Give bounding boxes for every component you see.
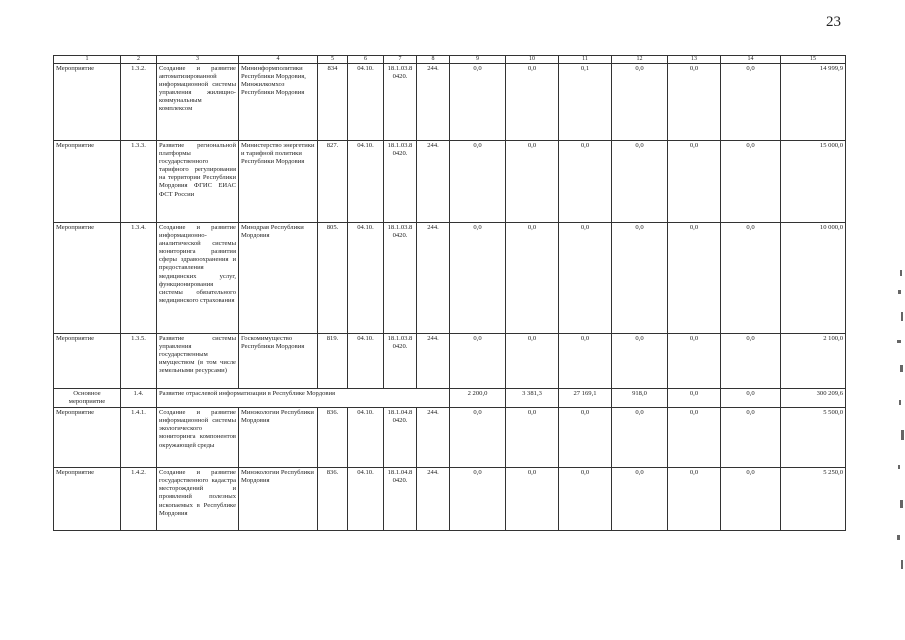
row-value-13: 0,0: [668, 64, 721, 141]
row-value-13: 0,0: [668, 389, 721, 408]
row-value-14: 0,0: [721, 468, 781, 531]
scan-edge-noise: [891, 260, 905, 580]
row-value-14: 0,0: [721, 389, 781, 408]
row-value-13: 0,0: [668, 141, 721, 223]
row-value-11: 0,0: [559, 468, 612, 531]
row-rzpr: 04.10.: [348, 141, 384, 223]
page-number: 23: [826, 14, 841, 30]
row-value-14: 0,0: [721, 223, 781, 334]
row-code: 1.3.2.: [121, 64, 157, 141]
table-row-main-activity: [54, 389, 846, 408]
row-rzpr: 04.10.: [348, 468, 384, 531]
row-grbs: 805.: [318, 223, 348, 334]
row-grbs: 836.: [318, 468, 348, 531]
row-value-12: 0,0: [612, 64, 668, 141]
table-row: [54, 468, 846, 531]
row-code: 1.3.5.: [121, 334, 157, 389]
row-code: 1.3.3.: [121, 141, 157, 223]
row-value-10: 0,0: [506, 64, 559, 141]
header-cell: 4: [239, 56, 318, 64]
row-value-9: 0,0: [450, 141, 506, 223]
row-value-12: 0,0: [612, 223, 668, 334]
header-cell: 3: [157, 56, 239, 64]
row-rzpr: 04.10.: [348, 408, 384, 468]
row-value-11: 0,0: [559, 141, 612, 223]
row-value-9: 2 200,0: [450, 389, 506, 408]
row-executor: Госкомимущество Республики Мордовия: [239, 334, 318, 389]
row-type: Мероприятие: [54, 334, 121, 389]
row-type: Основное мероприятие: [54, 389, 121, 408]
row-value-13: 0,0: [668, 468, 721, 531]
row-csr: 18.1.03.8 0420.: [384, 64, 417, 141]
header-cell: 14: [721, 56, 781, 64]
header-row: [54, 56, 846, 64]
header-cell: 10: [506, 56, 559, 64]
row-type: Мероприятие: [54, 223, 121, 334]
row-executor: Минэкологии Республики Мордовия: [239, 468, 318, 531]
row-executor: Министерство энергетики и тарифной политики Республики Мордовия: [239, 141, 318, 223]
row-code: 1.4.2.: [121, 468, 157, 531]
header-cell: 15: [781, 56, 846, 64]
header-cell: 8: [417, 56, 450, 64]
row-rzpr: 04.10.: [348, 223, 384, 334]
row-rzpr: 04.10.: [348, 334, 384, 389]
row-grbs: 834: [318, 64, 348, 141]
row-value-15: 15 000,0: [781, 141, 846, 223]
row-code: 1.3.4.: [121, 223, 157, 334]
row-csr: 18.1.03.8 0420.: [384, 334, 417, 389]
row-value-15: 2 100,0: [781, 334, 846, 389]
row-value-13: 0,0: [668, 334, 721, 389]
row-value-9: 0,0: [450, 223, 506, 334]
header-cell: 5: [318, 56, 348, 64]
row-executor: Минэкологии Республики Мордовия: [239, 408, 318, 468]
row-value-10: 3 381,3: [506, 389, 559, 408]
row-type: Мероприятие: [54, 408, 121, 468]
row-value-14: 0,0: [721, 141, 781, 223]
row-value-14: 0,0: [721, 408, 781, 468]
header-cell: 1: [54, 56, 121, 64]
row-value-12: 0,0: [612, 468, 668, 531]
header-cell: 6: [348, 56, 384, 64]
row-value-13: 0,0: [668, 223, 721, 334]
row-executor: Мининформполитики Республики Мордовия, Минжилкомхоз Республики Мордовия: [239, 64, 318, 141]
row-value-11: 0,0: [559, 223, 612, 334]
row-value-11: 27 169,1: [559, 389, 612, 408]
row-value-15: 14 999,9: [781, 64, 846, 141]
row-value-12: 0,0: [612, 141, 668, 223]
row-csr: 18.1.03.8 0420.: [384, 223, 417, 334]
row-name: Развитие системы управления государственным имуществом (в том числе земельными ресурсами): [157, 334, 239, 389]
row-value-12: 0,0: [612, 408, 668, 468]
header-cell: 7: [384, 56, 417, 64]
row-name: Создание и развитие автоматизированной информационной системы управления жилищно-коммунальным комплексом: [157, 64, 239, 141]
header-cell: 11: [559, 56, 612, 64]
row-value-11: 0,0: [559, 408, 612, 468]
row-value-10: 0,0: [506, 141, 559, 223]
row-value-14: 0,0: [721, 64, 781, 141]
table-row: [54, 334, 846, 389]
row-vr: 244.: [417, 223, 450, 334]
row-name: Создание и развитие государственного кадастра месторождений и проявлений полезных ископаемых в Республике Мордовия: [157, 468, 239, 531]
row-type: Мероприятие: [54, 468, 121, 531]
row-value-13: 0,0: [668, 408, 721, 468]
row-merged-name: Развитие отраслевой информатизации в Республике Мордовия: [157, 389, 450, 408]
row-value-15: 10 000,0: [781, 223, 846, 334]
row-code: 1.4.1.: [121, 408, 157, 468]
row-value-15: 5 250,0: [781, 468, 846, 531]
row-name: Создание и развитие информационно-аналитической системы мониторинга развития сферы здравоохранения и предоставления медицинских услуг, функционирования системы обязательного медицинского страхования: [157, 223, 239, 334]
row-grbs: 819.: [318, 334, 348, 389]
table-row: [54, 223, 846, 334]
row-value-9: 0,0: [450, 334, 506, 389]
row-value-9: 0,0: [450, 408, 506, 468]
row-csr: 18.1.04.8 0420.: [384, 468, 417, 531]
row-vr: 244.: [417, 334, 450, 389]
row-type: Мероприятие: [54, 64, 121, 141]
row-csr: 18.1.04.8 0420.: [384, 408, 417, 468]
row-executor: Минздрав Республики Мордовия: [239, 223, 318, 334]
row-value-15: 5 500,0: [781, 408, 846, 468]
row-name: Создание и развитие информационной системы экологического мониторинга компонентов окружающей среды: [157, 408, 239, 468]
budget-table: [53, 55, 846, 531]
header-cell: 13: [668, 56, 721, 64]
header-cell: 12: [612, 56, 668, 64]
row-csr: 18.1.03.8 0420.: [384, 141, 417, 223]
row-value-9: 0,0: [450, 468, 506, 531]
row-value-10: 0,0: [506, 223, 559, 334]
row-value-12: 918,0: [612, 389, 668, 408]
row-grbs: 827.: [318, 141, 348, 223]
row-value-10: 0,0: [506, 468, 559, 531]
row-vr: 244.: [417, 141, 450, 223]
row-value-12: 0,0: [612, 334, 668, 389]
table-row: [54, 408, 846, 468]
row-value-15: 300 209,6: [781, 389, 846, 408]
table-row: [54, 64, 846, 141]
row-value-11: 0,0: [559, 334, 612, 389]
row-vr: 244.: [417, 468, 450, 531]
row-type: Мероприятие: [54, 141, 121, 223]
header-cell: 9: [450, 56, 506, 64]
row-value-14: 0,0: [721, 334, 781, 389]
table-row: [54, 141, 846, 223]
row-vr: 244.: [417, 64, 450, 141]
row-value-10: 0,0: [506, 408, 559, 468]
row-rzpr: 04.10.: [348, 64, 384, 141]
row-vr: 244.: [417, 408, 450, 468]
row-value-11: 0,1: [559, 64, 612, 141]
header-cell: 2: [121, 56, 157, 64]
row-value-9: 0,0: [450, 64, 506, 141]
row-name: Развитие региональной платформы государственного тарифного регулирования на территории Республики Мордовия ФГИС ЕИАС ФСТ России: [157, 141, 239, 223]
row-code: 1.4.: [121, 389, 157, 408]
row-value-10: 0,0: [506, 334, 559, 389]
row-grbs: 836.: [318, 408, 348, 468]
